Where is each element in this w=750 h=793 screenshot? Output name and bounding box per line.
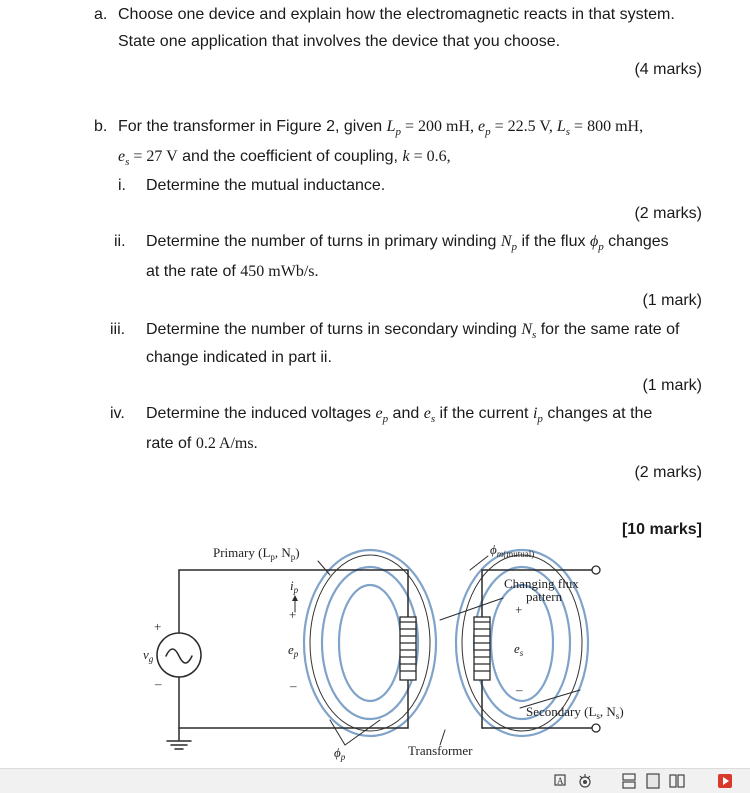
translate-icon[interactable] (552, 772, 570, 790)
secondary-coil (474, 617, 490, 680)
changing-flux-label-2: pattern (526, 589, 563, 604)
part-ii-rate: 450 mWb/s. (240, 263, 319, 280)
part-iii-label: iii. (110, 321, 126, 338)
part-iii-marks: (1 mark) (642, 377, 702, 394)
part-iv-label: iv. (110, 405, 125, 422)
svg-text:A: A (557, 776, 564, 786)
part-iv-text1: Determine the induced voltages (146, 405, 372, 422)
intro-text: For the transformer in Figure 2, given (118, 118, 383, 135)
vg-minus: – (155, 676, 162, 691)
primary-label: Primary ($L_p$, $N_p$) (213, 545, 300, 562)
part-i-marks: (2 marks) (634, 205, 702, 222)
phi-p-label: $\phi_p$ (334, 745, 346, 762)
question-a-marks: (4 marks) (634, 61, 702, 78)
vg-label: $v_g$ (143, 647, 154, 664)
es-plus: + (515, 602, 523, 617)
part-ii-label: ii. (114, 233, 126, 250)
ip-label: $i_p$ (290, 578, 299, 595)
k-value: 0.6, (426, 148, 451, 165)
part-iv-text5: rate of (146, 435, 192, 452)
part-iv-text2: and (392, 405, 420, 422)
part-iii-line1: Determine the number of turns in secondary winding $N_s$ for the same rate of (146, 321, 680, 341)
question-b-intro-line2: $e_s = 27$ V and the coefficient of coupling, k = 0.6, (118, 148, 451, 168)
part-iii-line2: change indicated in part ii. (146, 349, 332, 366)
part-iv-text4: changes at the (547, 405, 653, 422)
secondary-label: Secondary ($L_s$, $N_s$) (526, 704, 624, 721)
part-iv-rate: 0.2 A/ms. (195, 435, 258, 452)
part-iv-marks: (2 marks) (634, 464, 702, 481)
total-marks: [10 marks] (621, 521, 702, 538)
part-ii-text2: if the flux (521, 233, 586, 250)
part-iv-text3: if the current (439, 405, 529, 422)
part-i-text: Determine the mutual inductance. (146, 177, 386, 194)
transformer-label: Transformer (408, 743, 473, 758)
pdf-icon[interactable] (716, 772, 734, 790)
part-iii-text2: for the same rate of (540, 321, 680, 338)
es-minus: – (516, 682, 523, 697)
changing-flux-label-1: Changing flux (504, 576, 579, 591)
question-a-line1: Choose one device and explain how the electromagnetic reacts in that system. (118, 6, 675, 23)
question-b-label: b. (94, 118, 108, 135)
ep-label: $e_p$ (288, 642, 299, 659)
single-page-icon[interactable] (644, 772, 662, 790)
page-view-icon[interactable] (620, 772, 638, 790)
lp-value: 200 mH, (418, 118, 474, 135)
part-ii-text3: changes (608, 233, 669, 250)
part-iv-line1: Determine the induced voltages $e_p$ and $e_s$ if the current $i_p$ changes at the (146, 405, 653, 425)
es-label: $e_s$ (514, 641, 524, 658)
part-ii-marks: (1 mark) (642, 292, 702, 309)
part-iii-text1: Determine the number of turns in secondary winding (146, 321, 517, 338)
part-ii-text1: Determine the number of turns in primary winding (146, 233, 497, 250)
reader-toolbar (0, 768, 750, 793)
primary-coil (400, 617, 416, 680)
intro-mid-text: and the coefficient of coupling, (182, 148, 398, 165)
part-ii-text4: at the rate of (146, 263, 236, 280)
read-aloud-icon[interactable] (576, 772, 594, 790)
es-value: 27 V (146, 148, 178, 165)
part-i-label: i. (118, 177, 126, 194)
part-ii-line1: Determine the number of turns in primary winding $N_p$ if the flux $\phi_p$ changes (146, 233, 669, 253)
vg-plus: + (154, 619, 162, 634)
question-b-intro-line1: For the transformer in Figure 2, given $L_p = 200$ mH, $e_p = 22.5$ V, $L_s = 800$ mH, (118, 118, 644, 138)
ls-value: 800 mH, (587, 118, 644, 135)
ep-minus: – (290, 678, 297, 693)
ip-plus: + (289, 607, 297, 622)
phi-mutual-label: $\phi_m(mutual)$ (490, 542, 535, 559)
ep-value: 22.5 V, (507, 118, 553, 135)
question-a-line2: State one application that involves the device that you choose. (118, 33, 561, 50)
two-page-icon[interactable] (668, 772, 686, 790)
question-a-label: a. (94, 6, 108, 23)
